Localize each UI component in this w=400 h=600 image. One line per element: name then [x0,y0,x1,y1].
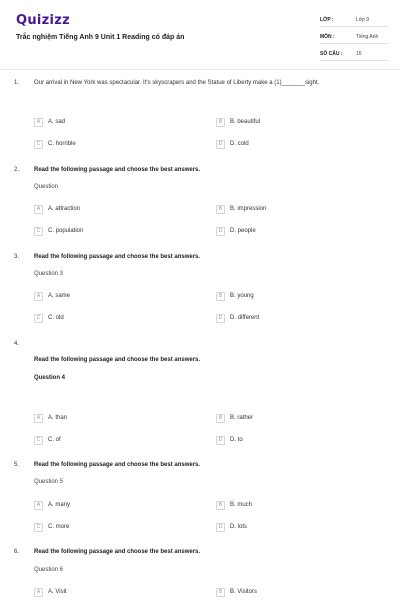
option-d[interactable] [216,435,243,445]
question-text: Read the following passage and choose the best answers. [34,167,201,173]
option-label: C. population [48,228,84,234]
question-number: 5. [14,462,20,468]
option-label: C. more [48,524,70,530]
option-label: D. people [230,228,256,234]
option-label: A. Visit [48,589,67,595]
option-c[interactable] [34,226,83,236]
option-label: B. Visitors [230,589,257,595]
option-letter-box: C [34,227,43,236]
meta-row-count [320,47,388,61]
option-letter-box: D [216,140,225,149]
option-a[interactable] [34,413,67,423]
option-d[interactable] [216,226,256,236]
option-label: A. sad [48,119,66,125]
option-b[interactable] [216,291,254,301]
question-text: Read the following passage and choose the best answers. [34,254,201,260]
question-subtitle: Question 6 [34,567,64,573]
option-c[interactable] [34,139,76,149]
option-letter-box: B [216,414,225,423]
option-b[interactable] [216,500,252,510]
option-label: A. same [48,293,71,299]
meta-label: MÔN : [320,33,335,40]
option-label: B. impression [230,206,267,212]
option-letter-box: D [216,523,225,532]
option-a[interactable] [34,500,70,510]
option-letter-box: A [34,414,43,423]
question-number: 1. [14,80,20,86]
meta-row-subject [320,30,388,44]
option-label: A. attraction [48,206,81,212]
option-letter-box: A [34,205,43,214]
option-label: D. different [230,315,260,321]
option-letter-box: B [216,118,225,127]
option-letter-box: C [34,523,43,532]
question-number: 2. [14,167,20,173]
option-d[interactable] [216,522,247,532]
option-label: D. lots [230,524,248,530]
question-subtitle: Question 3 [34,271,64,277]
meta-label: LỚP : [320,16,334,23]
option-label: D. to [230,437,243,443]
option-letter-box: C [34,140,43,149]
question-subtitle: Question 5 [34,479,64,485]
option-b[interactable] [216,117,260,127]
meta-row-grade [320,13,388,27]
option-letter-box: A [34,588,43,597]
option-a[interactable] [34,291,70,301]
option-label: C. horrible [48,141,76,147]
option-b[interactable] [216,413,253,423]
option-letter-box: C [34,436,43,445]
option-letter-box: D [216,314,225,323]
question-subtitle: Question 4 [34,375,66,381]
question-text: Read the following passage and choose the best answers. [34,549,201,555]
option-d[interactable] [216,313,259,323]
meta-value: Lớp 9 [356,16,370,23]
option-b[interactable] [216,204,266,214]
header-divider [0,69,400,70]
option-label: A. than [48,415,68,421]
option-label: A. many [48,502,71,508]
option-letter-box: B [216,292,225,301]
question-number: 4. [14,341,20,347]
question-text: Read the following passage and choose the best answers. [34,462,201,468]
option-label: B. rather [230,415,254,421]
option-letter-box: A [34,118,43,127]
option-letter-box: D [216,436,225,445]
page-title: Trắc nghiệm Tiếng Anh 9 Unit 1 Reading có đáp án [16,34,185,41]
option-a[interactable] [34,587,67,597]
meta-label: SỐ CÂU : [320,50,343,57]
option-label: C. of [48,437,61,443]
meta-value: Tiếng Anh [356,33,379,40]
option-letter-box: A [34,501,43,510]
option-c[interactable] [34,435,61,445]
question-number: 3. [14,254,20,260]
option-letter-box: D [216,227,225,236]
option-letter-box: C [34,314,43,323]
option-letter-box: B [216,205,225,214]
option-c[interactable] [34,313,64,323]
worksheet-meta [320,13,388,64]
option-letter-box: A [34,292,43,301]
option-label: C. old [48,315,64,321]
quizizz-logo: Quizizz [16,13,71,28]
meta-value: 16 [356,50,362,57]
option-label: B. young [230,293,254,299]
option-letter-box: B [216,588,225,597]
question-number: 6. [14,549,20,555]
question-text: Our arrival in New York was spectacular. It's skyscrapers and the Statue of Liberty make a (1)_______sight. [34,80,320,86]
option-d[interactable] [216,139,249,149]
option-letter-box: B [216,501,225,510]
option-label: D. cold [230,141,249,147]
question-subtitle: Question [34,184,59,190]
question-text: Read the following passage and choose the best answers. [34,357,201,363]
option-c[interactable] [34,522,69,532]
option-b[interactable] [216,587,257,597]
option-label: B. beautiful [230,119,261,125]
option-label: B. much [230,502,253,508]
option-a[interactable] [34,117,65,127]
option-a[interactable] [34,204,80,214]
